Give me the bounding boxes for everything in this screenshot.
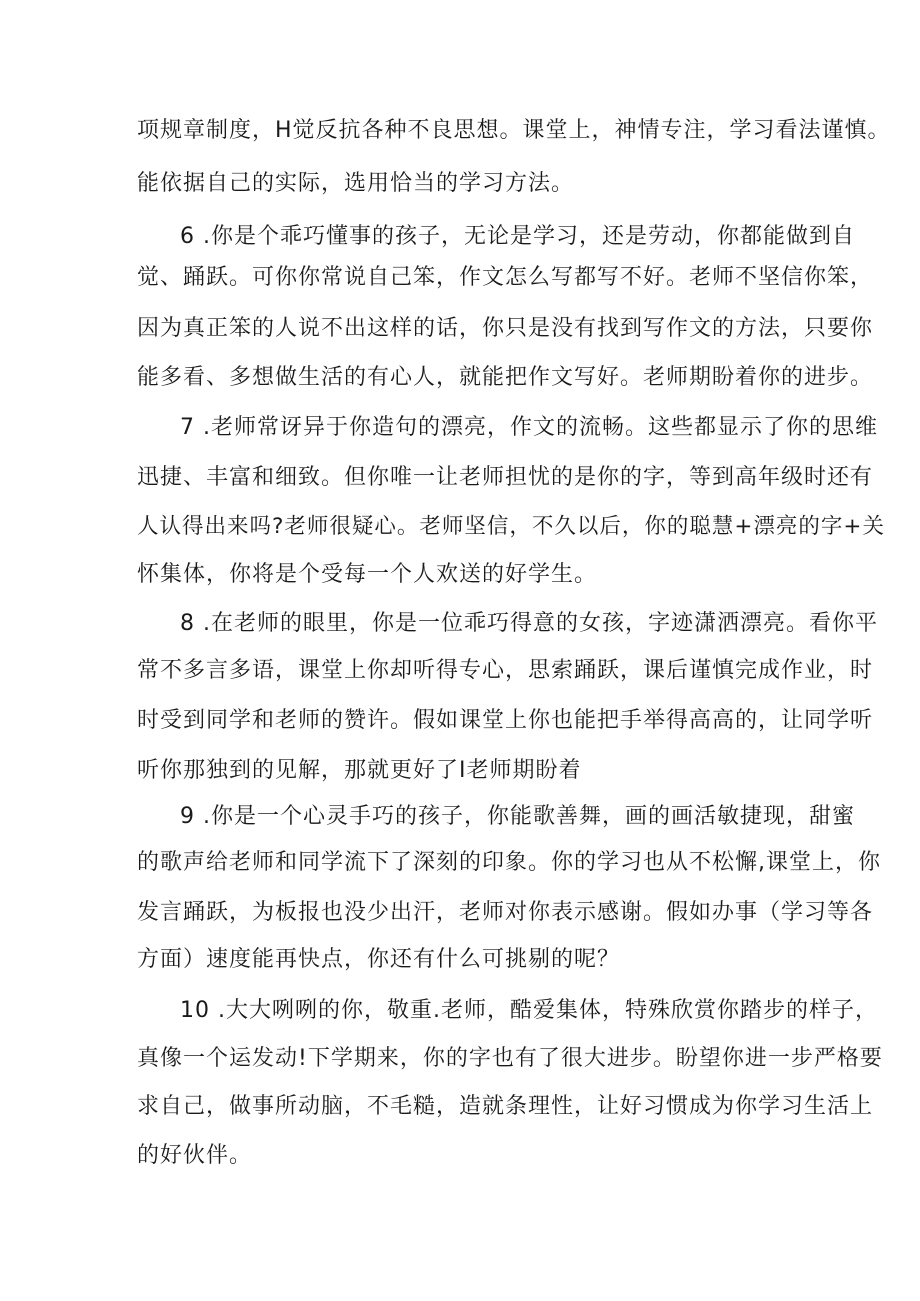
- text-line: 迅捷、丰富和细致。但你唯一让老师担忧的是你的字，等到高年级时还有: [137, 465, 874, 490]
- text-line: 时受到同学和老师的赞许。假如课堂上你也能把手举得高高的，让同学听: [137, 708, 874, 733]
- text-line: 的歌声给老师和同学流下了深刻的印象。你的学习也从不松懈,课堂上，你: [137, 850, 881, 875]
- text-line: 发言踊跃，为板报也没少出汗，老师对你表示感谢。假如办事（学习等各: [137, 900, 874, 925]
- text-line: 求自己，做事所动脑，不毛糙，造就条理性，让好习惯成为你学习生活上: [137, 1094, 874, 1119]
- text-line: 人认得出来吗?老师很疑心。老师坚信，不久以后，你的聪慧+漂亮的字+关: [137, 514, 885, 539]
- text-line: 的好伙伴。: [137, 1143, 253, 1168]
- paragraph-7-start: 7 .老师常讶异于你造句的漂亮，作文的流畅。这些都显示了你的思维: [180, 415, 878, 440]
- text-line: 常不多言多语，课堂上你却听得专心，思索踊跃，课后谨慎完成作业，时: [137, 658, 874, 683]
- paragraph-6-start: 6 .你是个乖巧懂事的孩子，无论是学习，还是劳动，你都能做到自: [180, 224, 855, 249]
- text-line: 能依据自己的实际，选用恰当的学习方法。: [137, 171, 575, 196]
- text-line: 听你那独到的见解，那就更好了I老师期盼着: [137, 758, 582, 783]
- paragraph-10-start: 10 .大大咧咧的你，敬重.老师，酷爱集体，特殊欣赏你踏步的样子，: [180, 998, 878, 1023]
- paragraph-8-start: 8 .在老师的眼里，你是一位乖巧得意的女孩，字迹潇洒漂亮。看你平: [180, 611, 878, 636]
- text-line: 真像一个运发动!下学期来，你的字也有了很大进步。盼望你进一步严格要: [137, 1046, 883, 1071]
- text-line: 因为真正笨的人说不出这样的话，你只是没有找到写作文的方法，只要你: [137, 316, 874, 341]
- text-line: 方面）速度能再快点，你还有什么可挑剔的呢？: [137, 947, 621, 972]
- text-line: 怀集体，你将是个受每一个人欢送的好学生。: [137, 562, 598, 587]
- text-line: 能多看、多想做生活的有心人，就能把作文写好。老师期盼着你的进步。: [137, 365, 874, 390]
- text-line: 项规章制度，H觉反抗各种不良思想。课堂上，神情专注，学习看法谨慎。: [137, 118, 891, 143]
- paragraph-9-start: 9 .你是一个心灵手巧的孩子，你能歌善舞，画的画活敏捷现，甜蜜: [180, 804, 855, 829]
- text-line: 觉、踊跃。可你你常说自己笨，作文怎么写都写不好。老师不坚信你笨，: [137, 265, 874, 290]
